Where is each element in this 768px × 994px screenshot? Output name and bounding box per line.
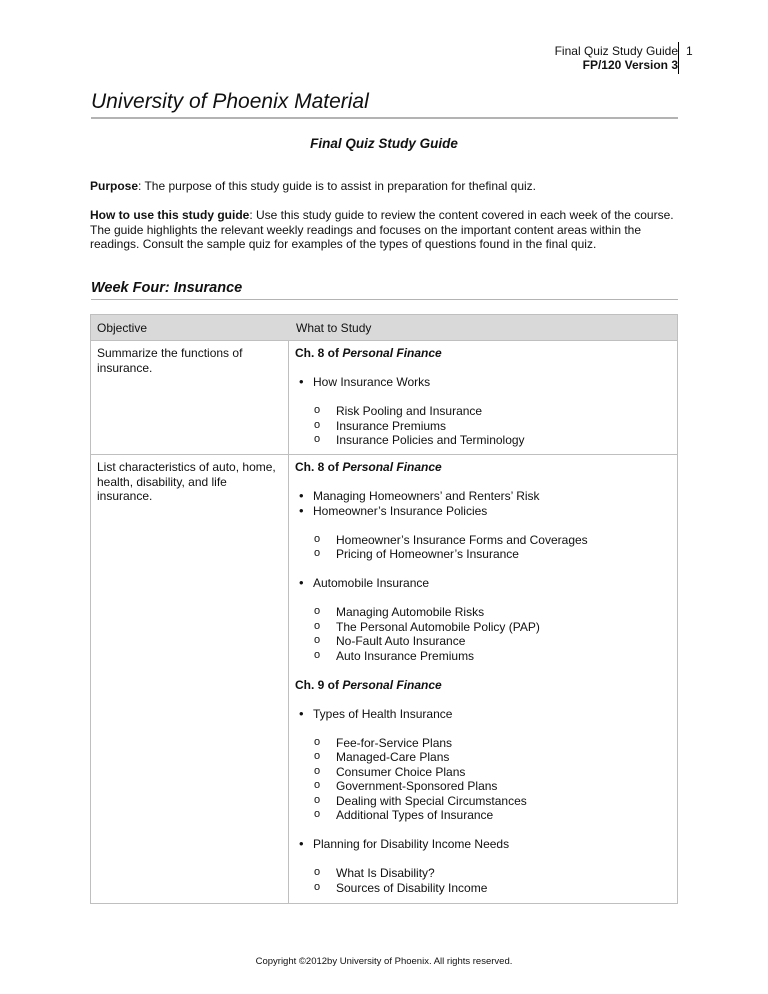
study-cell <box>289 455 677 903</box>
list-item: • Automobile Insurance <box>295 576 671 591</box>
table-row <box>91 341 677 455</box>
purpose-label: Purpose <box>90 179 139 193</box>
list-item: o Dealing with Special Circumstances <box>295 794 671 809</box>
how-to-text: : Use this study guide to review the content covered in each week of the course. The guide highlights the relevant weekly readings and focuses on the important content areas within the readings. Consult the sample quiz for examples of the types of questions found in the final quiz. <box>90 208 674 251</box>
list-item: o Additional Types of Insurance <box>295 808 671 823</box>
list-item: o Sources of Disability Income <box>295 881 671 896</box>
header-doc-title: Final Quiz Study Guide <box>554 44 678 58</box>
list-item: • Planning for Disability Income Needs <box>295 837 671 852</box>
page-title: Final Quiz Study Guide <box>310 136 458 151</box>
list-item: • Managing Homeowners’ and Renters’ Risk <box>295 489 671 504</box>
chapter-ref: Ch. 8 of Personal Finance <box>295 460 442 474</box>
list-item: o Auto Insurance Premiums <box>295 649 671 664</box>
list-item: o Managing Automobile Risks <box>295 605 671 620</box>
heading-rule <box>91 117 678 119</box>
list-item: o Insurance Policies and Terminology <box>295 433 671 448</box>
study-table <box>90 314 678 904</box>
list-item: o Insurance Premiums <box>295 419 671 434</box>
table-header <box>91 315 677 341</box>
running-header <box>555 44 678 72</box>
copyright-footer: Copyright ©2012by University of Phoenix. All rights reserved. <box>255 956 513 967</box>
list-item: o Homeowner’s Insurance Forms and Coverages <box>295 533 671 548</box>
purpose-paragraph <box>90 179 685 194</box>
list-item: o Fee-for-Service Plans <box>295 736 671 751</box>
list-item: o The Personal Automobile Policy (PAP) <box>295 620 671 635</box>
header-divider <box>678 42 679 74</box>
list-item: o What Is Disability? <box>295 866 671 881</box>
university-heading: University of Phoenix Material <box>91 90 369 113</box>
list-item: • Types of Health Insurance <box>295 707 671 722</box>
objective-cell: List characteristics of auto, home, health, disability, and life insurance. <box>91 455 289 903</box>
list-item: • How Insurance Works <box>295 375 671 390</box>
list-item: o No-Fault Auto Insurance <box>295 634 671 649</box>
chapter-ref: Ch. 8 of Personal Finance <box>295 346 442 360</box>
list-item: o Risk Pooling and Insurance <box>295 404 671 419</box>
table-row <box>91 455 677 903</box>
list-item: • Homeowner’s Insurance Policies <box>295 504 671 519</box>
how-to-paragraph <box>90 208 685 252</box>
list-item: o Managed-Care Plans <box>295 750 671 765</box>
week-heading: Week Four: Insurance <box>91 280 243 296</box>
page-number: 1 <box>686 44 693 58</box>
header-version: FP/120 Version 3 <box>582 58 678 72</box>
header-what-to-study: What to Study <box>296 321 372 335</box>
list-item: o Government-Sponsored Plans <box>295 779 671 794</box>
week-rule <box>91 299 678 300</box>
objective-cell: Summarize the functions of insurance. <box>91 341 289 454</box>
header-objective: Objective <box>97 321 148 335</box>
list-item: o Pricing of Homeowner’s Insurance <box>295 547 671 562</box>
study-cell <box>289 341 677 454</box>
chapter-ref: Ch. 9 of Personal Finance <box>295 677 442 692</box>
how-to-label: How to use this study guide <box>90 208 250 222</box>
list-item: o Consumer Choice Plans <box>295 765 671 780</box>
purpose-text: : The purpose of this study guide is to assist in preparation for thefinal quiz. <box>138 179 537 193</box>
